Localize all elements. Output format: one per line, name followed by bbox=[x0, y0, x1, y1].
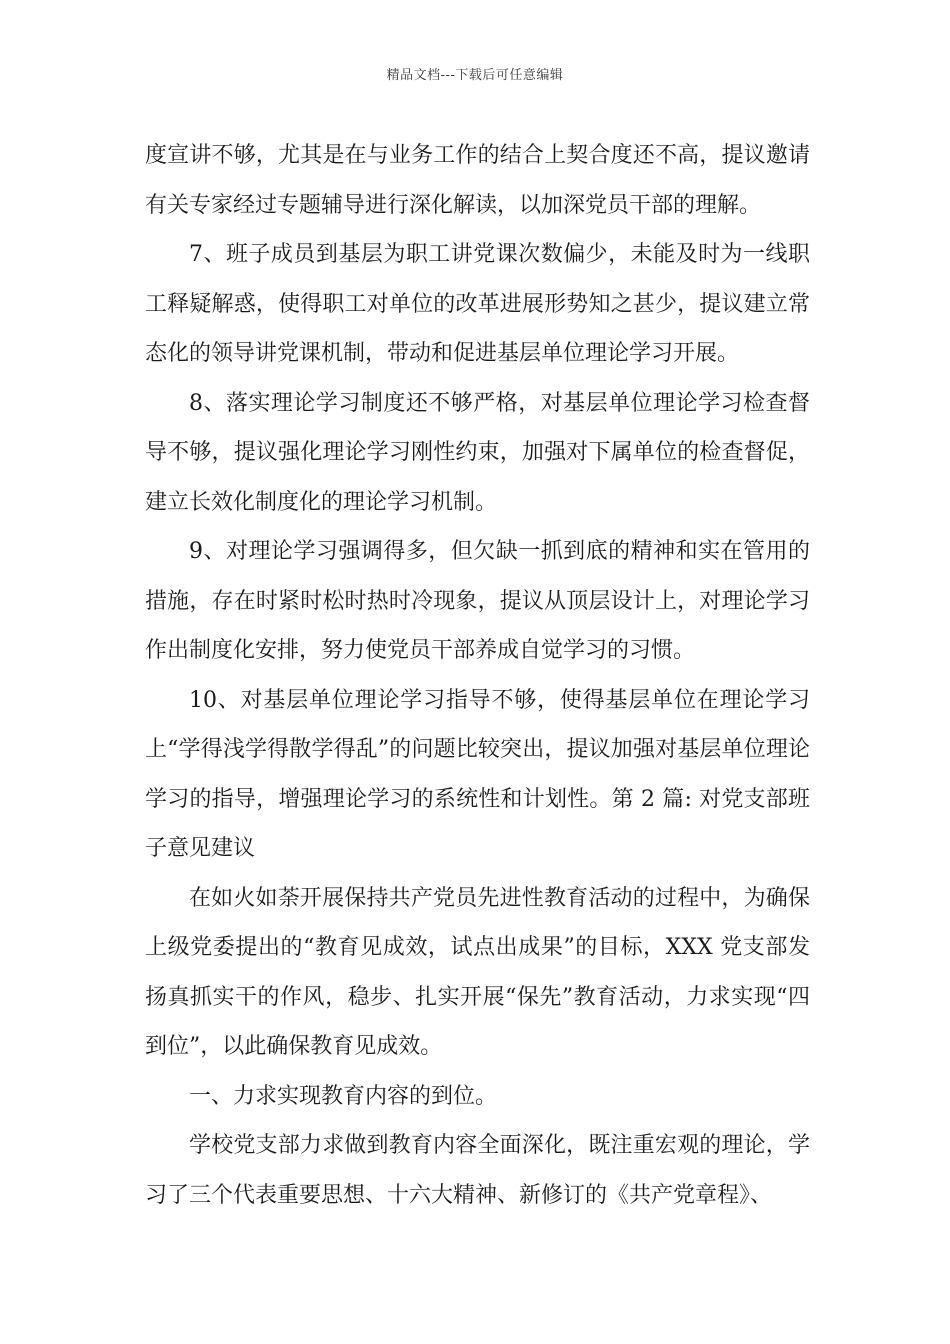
paragraph: 度宣讲不够，尤其是在与业务工作的结合上契合度还不高，提议邀请有关专家经过专题辅导进行深化解读，以加深党员干部的理解。 bbox=[145, 143, 810, 218]
paragraph: 7、班子成员到基层为职工讲党课次数偏少，未能及时为一线职工释疑解惑，使得职工对单位的改革进展形势知之甚少，提议建立常态化的领导讲党课机制，带动和促进基层单位理论学习开展。 bbox=[145, 242, 810, 366]
paragraph: 在如火如荼开展保持共产党员先进性教育活动的过程中，为确保上级党委提出的“教育见成效，试点出成果”的目标，XXX 党支部发扬真抓实干的作风，稳步、扎实开展“保先”教育活动，力求实现“四到位”，以此确保教育见成效。 bbox=[145, 885, 810, 1059]
paragraph: 8、落实理论学习制度还不够严格，对基层单位理论学习检查督导不够，提议强化理论学习刚性约束，加强对下属单位的检查督促，建立长效化制度化的理论学习机制。 bbox=[145, 390, 810, 515]
paragraph: 9、对理论学习强调得多，但欠缺一抓到底的精神和实在管用的措施，存在时紧时松时热时冷现象，提议从顶层设计上，对理论学习作出制度化安排，努力使党员干部养成自觉学习的习惯。 bbox=[145, 539, 810, 663]
paragraph: 一、力求实现教育内容的到位。 bbox=[189, 1083, 498, 1109]
paragraph: 10、对基层单位理论学习指导不够，使得基层单位在理论学习上“学得浅学得散学得乱”的问题比较突出，提议加强对基层单位理论学习的指导，增强理论学习的系统性和计划性。第 2 篇: 对党支部班子意见建议 bbox=[145, 687, 810, 861]
document-body bbox=[145, 131, 810, 1220]
page-header: 精品文档---下载后可任意编辑 bbox=[386, 68, 564, 83]
paragraph: 学校党支部力求做到教育内容全面深化，既注重宏观的理论，学习了三个代表重要思想、十六大精神、新修订的《共产党章程》、 bbox=[145, 1133, 810, 1208]
